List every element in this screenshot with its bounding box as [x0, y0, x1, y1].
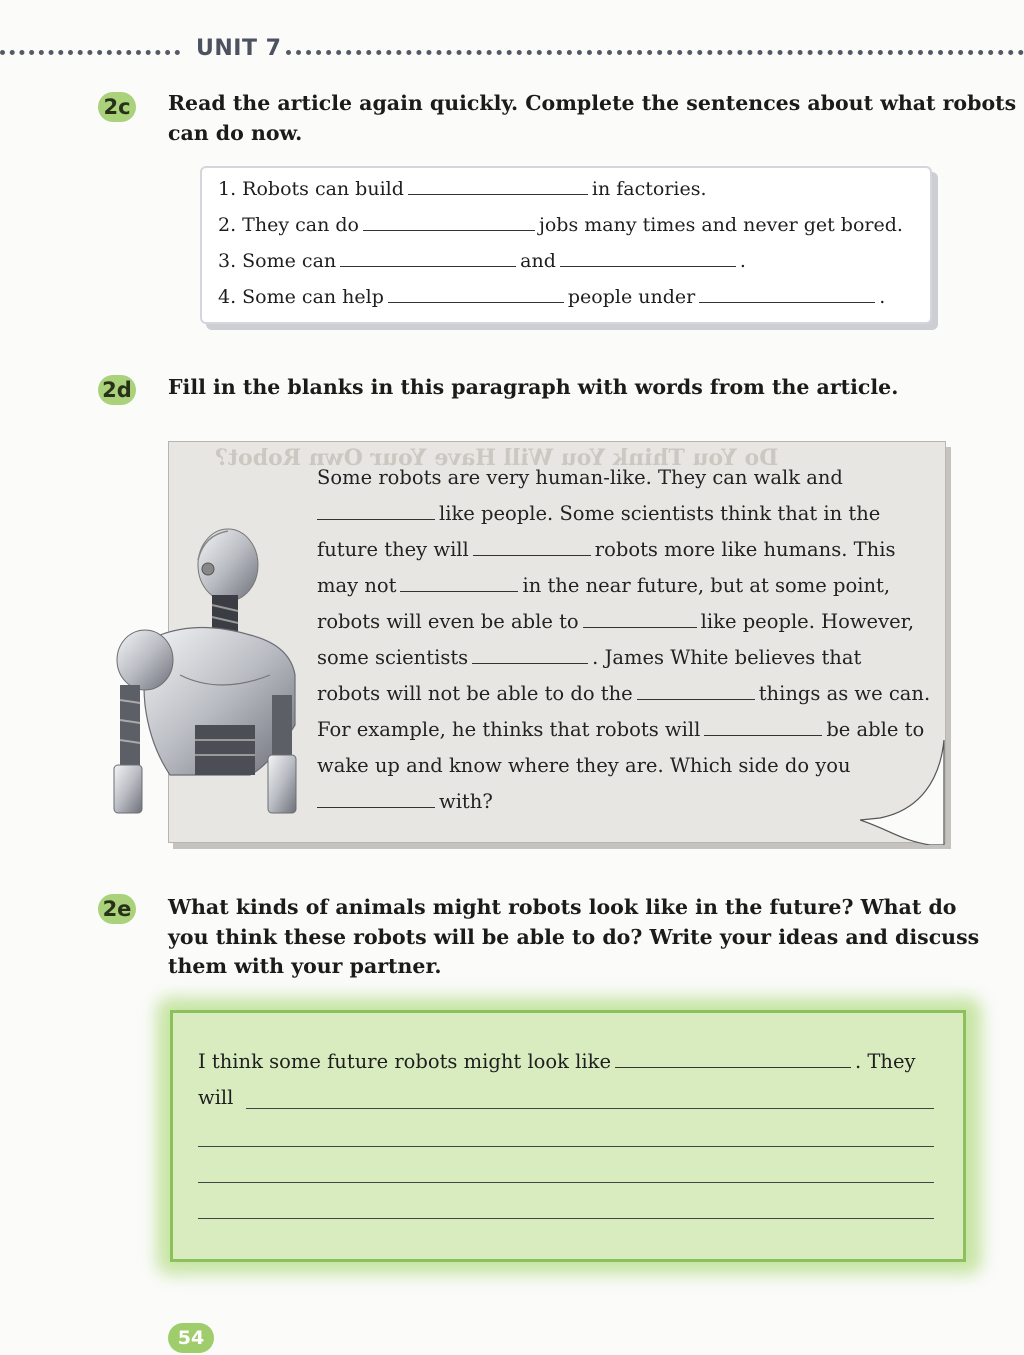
paragraph-text: in the near future, but at some point,: [522, 574, 891, 597]
writing-prompt-text: will: [198, 1086, 234, 1109]
instruction-2e-line2: you think these robots will be able to do? Write your ideas and discuss: [168, 924, 980, 949]
sentence-1: [218, 178, 707, 200]
paragraph-line-7: [317, 682, 930, 705]
instruction-2c-line2: can do now.: [168, 120, 303, 145]
blank[interactable]: [704, 734, 822, 736]
paragraph-text: robots will not be able to do the: [317, 682, 633, 705]
sentence-2-end: jobs many times and never get bored.: [538, 214, 903, 236]
paragraph-line-3: [317, 538, 895, 561]
robot-illustration: [100, 525, 300, 815]
sentence-3-end: .: [739, 250, 746, 272]
paragraph-line-1: [317, 466, 843, 489]
paragraph-line-10: [317, 790, 493, 813]
page-number: 54: [168, 1323, 214, 1353]
blank[interactable]: [400, 590, 518, 592]
exercise-badge-2e: 2e: [98, 894, 136, 924]
exercise-badge-2d: 2d: [98, 375, 136, 405]
blank[interactable]: [699, 301, 875, 303]
paragraph-text: robots more like humans. This: [594, 538, 896, 561]
paragraph-line-4: [317, 574, 890, 597]
paragraph-text: some scientists: [317, 646, 469, 669]
sentence-4-start: 4. Some can help: [218, 286, 384, 308]
paragraph-line-9: [317, 754, 851, 777]
paragraph-text: things as we can.: [758, 682, 931, 705]
writing-rule[interactable]: [198, 1146, 934, 1147]
writing-rule[interactable]: [198, 1182, 934, 1183]
sentence-4-end: .: [879, 286, 886, 308]
blank[interactable]: [583, 626, 697, 628]
header-dotted-rule-right: [286, 50, 1024, 55]
paragraph-text: like people. Some scientists think that in the: [439, 502, 881, 525]
writing-prompt-text: I think some future robots might look like: [198, 1050, 612, 1073]
writing-rule[interactable]: [246, 1108, 934, 1109]
blank[interactable]: [408, 193, 588, 195]
paragraph-text: like people. However,: [700, 610, 915, 633]
instruction-2e-line1: What kinds of animals might robots look like in the future? What do: [168, 895, 957, 919]
blank[interactable]: [615, 1066, 851, 1068]
paragraph-text: with?: [439, 790, 493, 813]
paragraph-text: future they will: [317, 538, 469, 561]
blank[interactable]: [317, 518, 435, 520]
instruction-2c-line1: Read the article again quickly. Complete the sentences about what robots: [168, 91, 1017, 115]
sentence-2-start: 2. They can do: [218, 214, 359, 236]
blank[interactable]: [473, 554, 591, 556]
paragraph-line-6: [317, 646, 861, 669]
sentence-3-mid: and: [520, 250, 556, 272]
sentence-1-end: in factories.: [591, 178, 707, 200]
instruction-2d: Fill in the blanks in this paragraph with words from the article.: [168, 375, 899, 399]
paragraph-line-8: [317, 718, 924, 741]
faded-article-title: Do You Think You Will Have Your Own Robot?: [215, 445, 779, 471]
writing-line-1: [198, 1050, 916, 1073]
sentence-3-start: 3. Some can: [218, 250, 337, 272]
sentence-2: [218, 214, 903, 236]
paragraph-text: may not: [317, 574, 397, 597]
unit-title: UNIT 7: [196, 36, 282, 61]
paragraph-text: be able to: [826, 718, 925, 741]
paragraph-text: For example, he thinks that robots will: [317, 718, 701, 741]
writing-line-2: [198, 1086, 233, 1109]
sentence-3: [218, 250, 746, 272]
sentence-4-mid: people under: [567, 286, 696, 308]
paragraph-text: wake up and know where they are. Which side do you: [317, 754, 851, 777]
sentence-1-start: 1. Robots can build: [218, 178, 404, 200]
blank[interactable]: [637, 698, 755, 700]
paragraph-line-2: [317, 502, 880, 525]
blank[interactable]: [340, 265, 516, 267]
instruction-2c: [168, 89, 1016, 148]
paragraph-text: Some robots are very human-like. They can walk and: [317, 466, 843, 489]
paragraph-line-5: [317, 610, 914, 633]
paragraph-text: . James White believes that: [592, 646, 862, 669]
page-curl-graphic: [860, 740, 950, 845]
header-dotted-rule-left: [0, 50, 180, 55]
exercise-badge-2c: 2c: [98, 92, 136, 122]
writing-prompt-text: . They: [855, 1050, 916, 1073]
paragraph-text: robots will even be able to: [317, 610, 579, 633]
exercise-2e-box: [170, 1010, 966, 1262]
blank[interactable]: [472, 662, 588, 664]
blank[interactable]: [560, 265, 736, 267]
instruction-2e: [168, 893, 979, 982]
blank[interactable]: [363, 229, 535, 231]
sentence-4: [218, 286, 885, 308]
blank[interactable]: [388, 301, 564, 303]
writing-rule[interactable]: [198, 1218, 934, 1219]
instruction-2e-line3: them with your partner.: [168, 954, 442, 978]
blank[interactable]: [317, 806, 435, 808]
